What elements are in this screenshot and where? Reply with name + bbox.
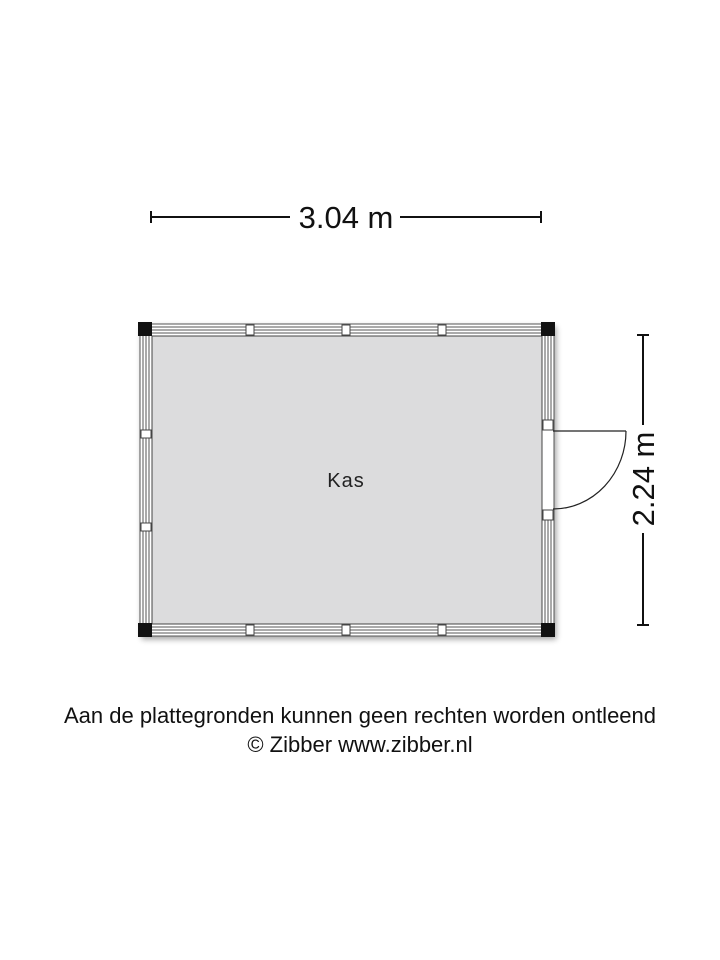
width-label: 3.04 m: [298, 200, 394, 235]
corner-post-bottom-left: [138, 623, 152, 637]
room-label: Kas: [327, 470, 365, 492]
corner-post-top-right: [541, 322, 555, 336]
copyright-text: © Zibber www.zibber.nl: [247, 732, 473, 757]
depth-label: 2.24 m: [626, 431, 661, 527]
greenhouse-room: [138, 322, 626, 637]
corner-post-bottom-right: [541, 623, 555, 637]
door-arc: [553, 431, 626, 509]
corner-post-top-left: [138, 322, 152, 336]
door-swing: [553, 431, 626, 509]
disclaimer-text: Aan de plattegronden kunnen geen rechten worden ontleend: [63, 703, 657, 728]
